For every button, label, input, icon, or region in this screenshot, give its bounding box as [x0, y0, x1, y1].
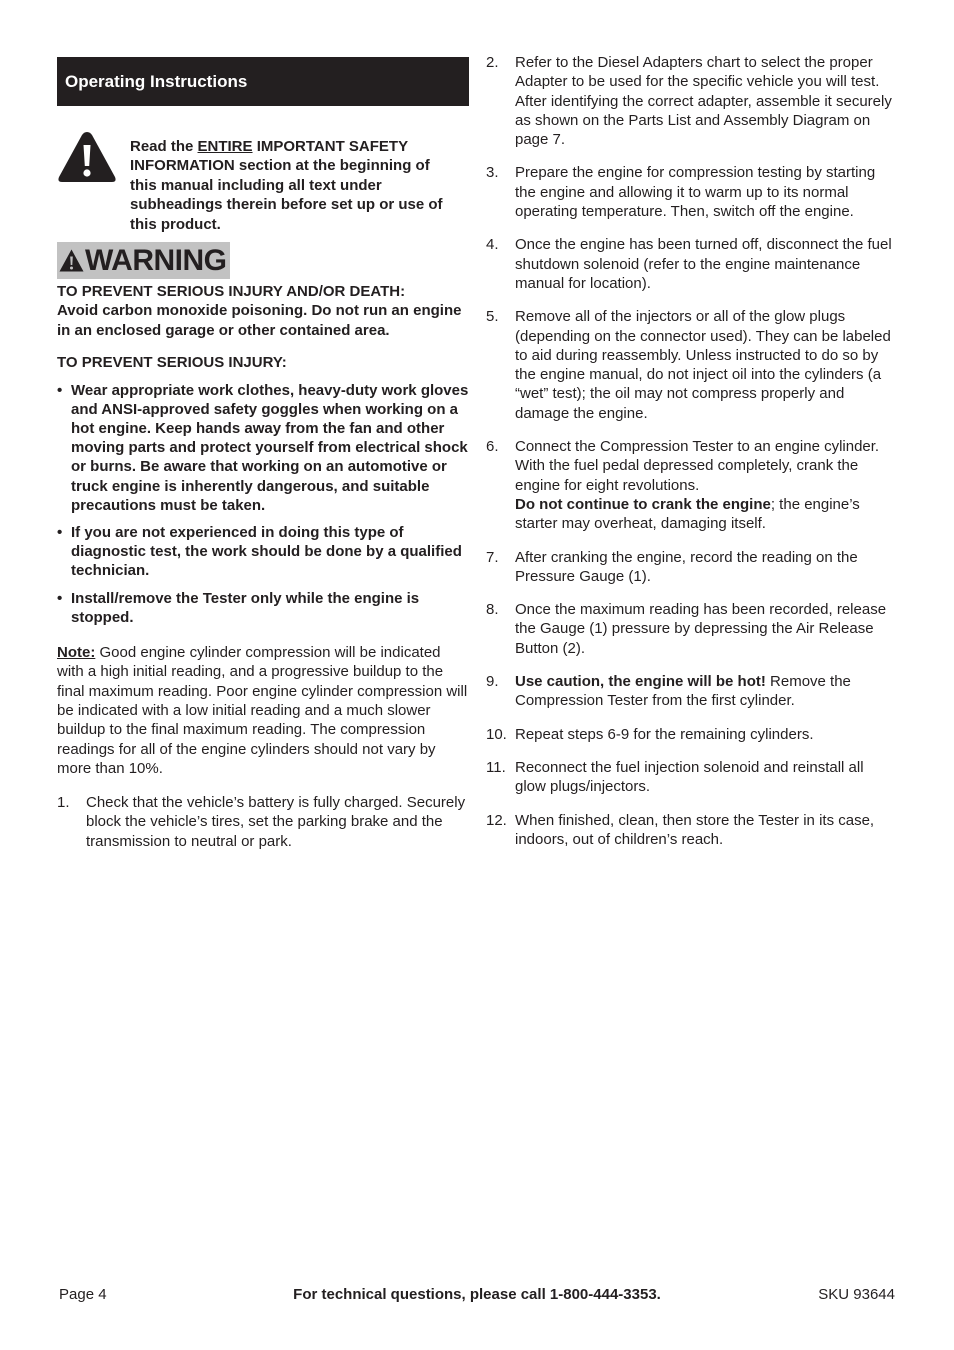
safety-notice-prefix: Read the	[130, 138, 198, 155]
step-number: 12.	[486, 811, 507, 829]
note-paragraph	[57, 643, 469, 778]
step-bold-text: Use caution, the engine will be hot!	[515, 673, 766, 691]
sku-number: SKU 93644	[818, 1286, 895, 1303]
warning-heading-2: TO PREVENT SERIOUS INJURY:	[57, 354, 287, 372]
tech-support-line: For technical questions, please call 1-800-444-3353.	[293, 1286, 661, 1303]
step-number: 5.	[486, 308, 499, 326]
warning-bullet: • Install/remove the Tester only while the engine is stopped.	[57, 589, 420, 626]
warning-text-1: Avoid carbon monoxide poisoning. Do not run an engine in an enclosed garage or other contained area.	[57, 302, 462, 339]
step-number: 4.	[486, 236, 499, 254]
step-text: Refer to the Diesel Adapters chart to select the proper Adapter to be used for the specific vehicle you will test. After identifying the correct adapter, assemble it securely as shown on the Parts List and Assembly Diagram on page 7.	[515, 54, 892, 149]
step-text: Reconnect the fuel injection solenoid and reinstall all glow plugs/injectors.	[515, 758, 864, 796]
step-text: Once the maximum reading has been recorded, release the Gauge (1) pressure by depressing the Air Release Button (2).	[515, 601, 887, 657]
step-text: When finished, clean, then store the Tester in its case, indoors, out of children’s reach.	[515, 811, 875, 848]
step-number: 6.	[486, 438, 499, 456]
step-text: After cranking the engine, record the reading on the Pressure Gauge (1).	[515, 548, 858, 585]
note-label: Note:	[57, 644, 96, 662]
step-number: 7.	[486, 548, 499, 566]
safety-notice-text	[130, 137, 460, 234]
step-text: Connect the Compression Tester to an engine cylinder. With the fuel pedal depressed completely, crank the engine for eight revolutions.	[515, 438, 880, 494]
step-item	[486, 307, 896, 423]
step-text: Prepare the engine for compression testing by starting the engine and allowing it to warm up to its normal operating temperature. Then, switch off the engine.	[515, 164, 876, 221]
step-text: Check that the vehicle’s battery is fully charged. Securely block the vehicle’s tires, set the parking brake and the transmission to neutral or park.	[86, 794, 466, 850]
step-bold-text: Do not continue to crank the engine	[515, 495, 771, 513]
step-item	[486, 600, 896, 658]
warning-bullet-text: Wear appropriate work clothes, heavy-duty work gloves and ANSI-approved safety goggles when working on a hot engine. Keep hands away from the fan and other moving parts and protect yourself from electrical shock or burns. Be aware that working on an automotive or truck engine is inherently dangerous, and suitable precautions must be taken.	[71, 381, 469, 514]
note-text: Good engine cylinder compression will be indicated with a high initial reading, and a progressive buildup to the final maximum reading. Poor engine cylinder compression will be indicated with a low initial reading and a much slower buildup to the final maximum reading. The compression readings for all of the engine cylinders should not vary by more than 10%.	[57, 644, 468, 777]
safety-notice	[57, 122, 469, 232]
step-text: Repeat steps 6-9 for the remaining cylinders.	[515, 725, 814, 743]
warning-bullet-list	[57, 381, 469, 627]
step-item	[486, 53, 896, 149]
step-item	[486, 672, 896, 711]
step-text-after: ; the engine’s starter may overheat, damaging itself.	[515, 495, 860, 533]
warning-bullet: • Wear appropriate work clothes, heavy-duty work gloves and ANSI-approved safety goggles when working on a hot engine. Keep hands away from the fan and other moving parts and protect yourself from electrical shock or burns. Be aware that working on an automotive or truck engine is inherently dangerous, and suitable precautions must be taken.	[57, 381, 469, 514]
step-number: 11.	[486, 758, 506, 776]
step-text: Remove all of the injectors or all of the glow plugs (depending on the connector used). They can be labeled to aid during reassembly. Unless instructed to do so by the engine manual, do not inject oil into the cylinders (a “wet” test); the oil may not compress properly and damage the engine.	[515, 308, 891, 422]
warning-bullet-text: If you are not experienced in doing this type of diagnostic test, the work should be done by a qualified technician.	[71, 524, 462, 580]
step-text: Remove the Compression Tester from the first cylinder.	[515, 673, 851, 710]
section-header: Operating Instructions	[57, 57, 469, 106]
step-item	[486, 235, 896, 293]
warning-word: WARNING	[85, 244, 227, 277]
warning-bullet-text: Install/remove the Tester only while the engine is stopped.	[71, 589, 420, 626]
step-item	[486, 758, 896, 797]
page-number: Page 4	[59, 1286, 107, 1303]
step-item	[57, 793, 469, 851]
step-item	[486, 811, 896, 850]
step-item	[486, 548, 896, 587]
step-number: 9.	[486, 673, 499, 691]
warning-statement	[57, 282, 469, 340]
warning-label	[57, 242, 230, 279]
step-item	[486, 163, 896, 221]
step-item	[486, 725, 896, 744]
step-number: 3.	[486, 164, 499, 182]
step-number: 8.	[486, 601, 499, 619]
safety-alert-icon	[57, 130, 117, 184]
steps-list-right	[486, 53, 896, 849]
step-number: 10.	[486, 725, 507, 743]
step-item	[486, 437, 896, 533]
steps-list-left	[57, 793, 469, 851]
safety-notice-rest: IMPORTANT SAFETY INFORMATION section at the beginning of this manual including all text under subheadings therein before set up or use of this product.	[130, 138, 443, 233]
step-number: 2.	[486, 54, 499, 71]
warning-triangle-icon	[59, 249, 84, 272]
safety-notice-entire: ENTIRE	[197, 138, 253, 155]
step-number: 1.	[57, 794, 70, 812]
right-column	[486, 53, 896, 863]
warning-bullet: • If you are not experienced in doing this type of diagnostic test, the work should be done by a qualified technician.	[57, 524, 462, 580]
step-text: Once the engine has been turned off, disconnect the fuel shutdown solenoid (refer to the engine maintenance manual for location).	[515, 236, 892, 292]
left-column	[57, 57, 469, 865]
warning-heading-1: TO PREVENT SERIOUS INJURY AND/OR DEATH:	[57, 283, 406, 300]
